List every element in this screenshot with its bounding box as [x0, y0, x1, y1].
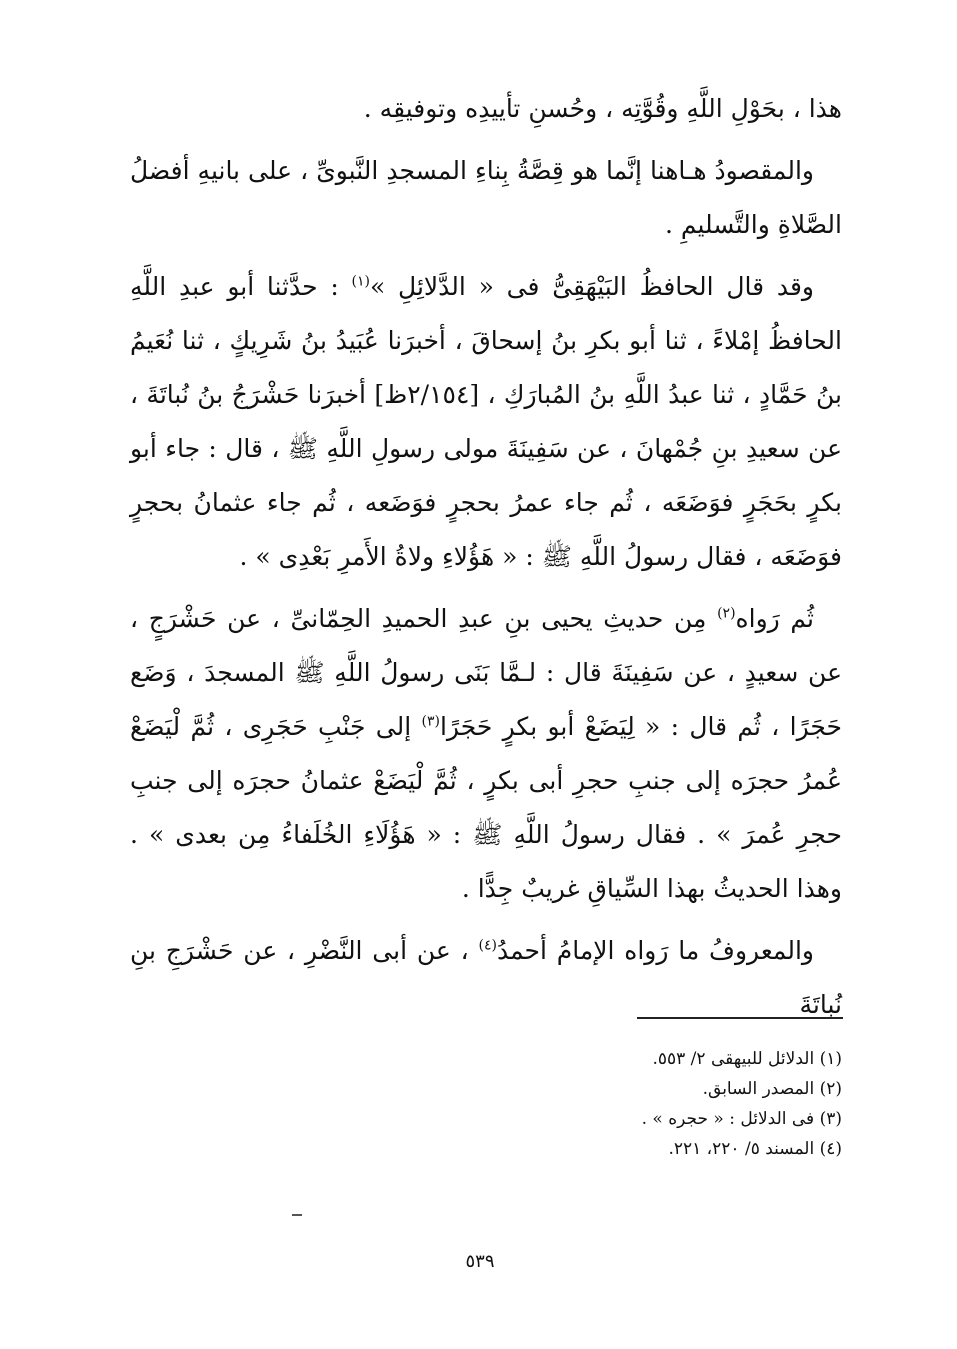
paragraph-4-text-end: إلى جَنْبِ حَجَرِى ، ثُمَّ لْيَضَعْ عُمرُ حجرَه إلى جنبِ حجرِ أبى بكرٍ ، ثُمَّ لْيَضَعْ عثمانُ حجرَه إلى جنبِ حجرِ عُمرَ » . فقال رسولُ اللَّهِ ﷺ : « هَؤُلَاءِ الخُلَفاءُ مِن بعدى » . وهذا الحديثُ بهذا السِّياقِ غريبٌ جِدًّا .: [130, 712, 842, 903]
footnote-ref-2: (٢): [717, 605, 736, 622]
footnote-2: (٢) المصدر السابق.: [702, 1079, 842, 1099]
paragraph-3-text-start: وقد قال الحافظُ البَيْهَقِىُّ فى « الدَّلائِلِ »: [369, 272, 814, 301]
paragraph-5: [130, 924, 842, 1032]
paragraph-2-text: والمقصودُ هـاهنا إنَّما هو قِصَّةُ بِناءِ المسجدِ النَّبوىِّ ، على بانيهِ أفضلُ الصَّلاةِ والتَّسليمِ .: [130, 156, 842, 239]
paragraph-3-text-rest: : حدَّثنا أبو عبدِ اللَّهِ الحافظُ إمْلاءً ، ثنا أبو بكرِ بنُ إسحاقَ ، أخبرَنا عُبَيدُ بنُ شَرِيكٍ ، ثنا نُعَيمُ بنُ حَمَّادٍ ، ثنا عبدُ اللَّهِ بنُ المُبارَكِ ، [٢/١٥٤ظ] أخبرَنا حَشْرَجُ بنُ نُباتَةَ ، عن سعيدِ بنِ جُمْهانَ ، عن سَفِينَةَ مولى رسولِ اللَّهِ ﷺ ، قال : جاء أبو بكرٍ بحَجَرٍ فوَضَعَه ، ثُم جاء عمرُ بحجرٍ فوَضَعه ، ثُم جاء عثمانُ بحجرٍ فوَضَعَه ، فقال رسولُ اللَّهِ ﷺ : « هَؤُلاءِ ولاةُ الأَمرِ بَعْدِى » .: [130, 272, 842, 571]
footnote-ref-3: (٣): [421, 713, 440, 730]
footnote-ref-1: (١): [351, 273, 370, 290]
footnote-4: (٤) المسند ٥/ ٢٢٠، ٢٢١.: [668, 1139, 842, 1159]
paragraph-3: [130, 260, 842, 584]
paragraph-5-text-rest: ، عن أبى النَّضْرِ ، عن حَشْرَجِ بنِ نُباتَةَ: [130, 936, 842, 1019]
paragraph-1-text: هذا ، بحَوْلِ اللَّهِ وقُوَّتِه ، وحُسنِ تأييدِه وتوفيقِه .: [363, 94, 842, 123]
page-number: ٥٣٩: [465, 1251, 495, 1272]
paragraph-4-text-middle: مِن حديثِ يحيى بنِ عبدِ الحميدِ الحِمّانىِّ ، عن حَشْرَجٍ ، عن سعيدٍ ، عن سَفِينَةَ قال : لـمَّا بَنَى رسولُ اللَّهِ ﷺ المسجدَ ، وَضَع حَجَرًا ، ثُم قال : « لِيَضَعْ أبو بكرٍ حَجَرًا: [130, 604, 842, 741]
paragraph-5-text-start: والمعروفُ ما رَواه الإمامُ أحمدُ: [496, 936, 814, 965]
paragraph-2: [130, 144, 842, 252]
main-text: [130, 82, 842, 1032]
paragraph-4: [130, 592, 842, 916]
paragraph-4-text-start: ثُم رَواه: [735, 604, 815, 633]
scan-mark: [292, 1214, 302, 1216]
paragraph-1: [130, 82, 842, 136]
footnotes: [430, 1044, 842, 1164]
footnote-1: (١) الدلائل للبيهقى ٢/ ٥٥٣.: [652, 1049, 842, 1069]
footnote-ref-4: (٤): [478, 937, 497, 954]
footnote-3: (٣) فى الدلائل : « حجره » .: [641, 1109, 842, 1129]
footnote-separator: [637, 1017, 843, 1019]
